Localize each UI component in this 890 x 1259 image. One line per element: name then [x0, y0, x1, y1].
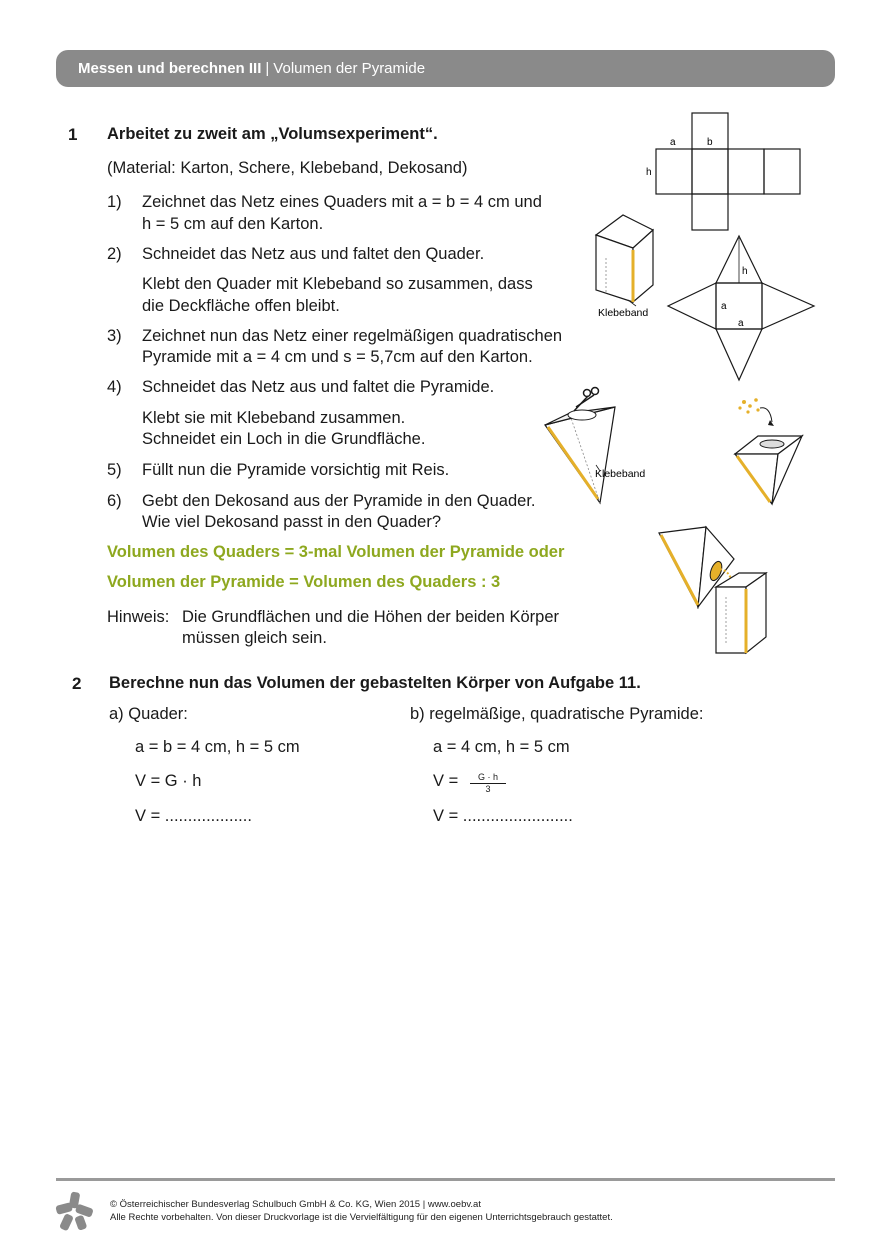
step-1-number: 1): [107, 193, 122, 211]
hint-label: Hinweis:: [107, 608, 170, 626]
task2a-formula: V = G · h: [135, 772, 202, 790]
step-6-line-2: Wie viel Dekosand passt in den Quader?: [142, 513, 441, 531]
task2b-answer: V = ........................: [433, 807, 573, 825]
step-4b-line-1: Klebt sie mit Klebeband zusammen.: [142, 409, 406, 427]
step-6-number: 6): [107, 492, 122, 510]
pyr-net-triangle-bottom: [716, 329, 762, 380]
box2-side: [746, 573, 766, 653]
task2b-fraction-numerator: G · h: [477, 772, 498, 782]
pyr-tape-label: Klebeband: [595, 468, 646, 480]
step-3-line-2: Pyramide mit a = 4 cm und s = 5,7cm auf den Karton.: [142, 348, 533, 366]
box2-front: [716, 587, 746, 653]
step-1-line-2: h = 5 cm auf den Karton.: [142, 215, 324, 233]
footer-copyright: © Österreichischer Bundesverlag Schulbuch GmbH & Co. KG, Wien 2015 | www.oebv.at: [110, 1199, 481, 1210]
task1-title: Arbeitet zu zweit am „Volumsexperiment“.: [107, 125, 438, 143]
header-topic: Volumen der Pyramide: [273, 60, 426, 77]
header-divider: |: [265, 60, 270, 77]
task2-title: Berechne nun das Volumen der gebastelten Körper von Aufgabe 11.: [109, 674, 641, 692]
net-label-b: b: [707, 137, 713, 148]
pour-into-box-figure: [654, 525, 784, 660]
step-5-number: 5): [107, 461, 122, 479]
net-back-face: [764, 149, 800, 194]
net-left-face: [656, 149, 692, 194]
task1-number: 1: [68, 125, 78, 144]
step-4b-line-2: Schneidet ein Loch in die Grundfläche.: [142, 430, 426, 448]
header-section: Messen und berechnen III: [78, 60, 262, 77]
step-4-number: 4): [107, 378, 122, 396]
publisher-logo-icon: [54, 1190, 96, 1232]
task2b-fraction: [470, 772, 506, 795]
step-1-line-1: Zeichnet das Netz eines Quaders mit a = b = 4 cm und: [142, 193, 542, 211]
net-right-face: [728, 149, 764, 194]
task2b-given: a = 4 cm, h = 5 cm: [433, 738, 570, 756]
step-3-line-1: Zeichnet nun das Netz einer regelmäßigen quadratischen: [142, 327, 563, 345]
pyr-net-label-a2: a: [738, 318, 744, 329]
hint-line-1: Die Grundflächen und die Höhen der beiden Körper: [182, 608, 560, 626]
pyr-net-label-h: h: [742, 266, 748, 277]
task2b-label: b) regelmäßige, quadratische Pyramide:: [410, 705, 704, 723]
step-5-line-1: Füllt nun die Pyramide vorsichtig mit Reis.: [142, 461, 450, 479]
hint-line-2: müssen gleich sein.: [182, 629, 327, 647]
step-2b-line-2: die Deckfläche offen bleibt.: [142, 297, 340, 315]
net-label-h: h: [646, 167, 652, 178]
task1-material: (Material: Karton, Schere, Klebeband, Dekosand): [107, 159, 468, 177]
rice-grains-icon: [738, 398, 759, 413]
header-bar: [56, 50, 835, 87]
net-front-face: [692, 149, 728, 194]
pyr-net-triangle-left: [668, 283, 716, 329]
scissors-icon: [574, 388, 599, 412]
step-3-number: 3): [107, 327, 122, 345]
pyr-net-triangle-right: [762, 283, 814, 329]
pyr-net-label-a1: a: [721, 301, 727, 312]
step-4-line-1: Schneidet das Netz aus und faltet die Pyramide.: [142, 378, 495, 396]
net-bottom-face: [692, 194, 728, 230]
task2b-fraction-denominator: 3: [470, 783, 506, 795]
task2a-label: a) Quader:: [109, 705, 188, 723]
step-2-line-1: Schneidet das Netz aus und faltet den Quader.: [142, 245, 485, 263]
cuboid-net-figure: [640, 108, 810, 233]
result-line-1: Volumen des Quaders = 3-mal Volumen der Pyramide oder: [107, 543, 565, 561]
task2b-formula-lhs: V =: [433, 772, 459, 790]
pyramid-net-figure: [664, 232, 824, 384]
box-tape-label: Klebeband: [598, 307, 649, 319]
pyramid-cut-figure: [540, 385, 660, 515]
result-line-2: Volumen der Pyramide = Volumen des Quaders : 3: [107, 573, 501, 591]
step-2-number: 2): [107, 245, 122, 263]
step-6-line-1: Gebt den Dekosand aus der Pyramide in den Quader.: [142, 492, 536, 510]
open-box-figure: [588, 210, 663, 322]
footer-divider: [56, 1178, 835, 1181]
net-label-a: a: [670, 137, 676, 148]
task2a-answer: V = ...................: [135, 807, 252, 825]
pyramid-fill-figure: [730, 392, 810, 514]
task2-number: 2: [72, 674, 82, 693]
task2a-given: a = b = 4 cm, h = 5 cm: [135, 738, 300, 756]
step-2b-line-1: Klebt den Quader mit Klebeband so zusammen, dass: [142, 275, 533, 293]
footer-rights: Alle Rechte vorbehalten. Von dieser Druckvorlage ist die Vervielfältigung für den eigenen Unterrichtsgebrauch gestattet.: [110, 1212, 613, 1223]
